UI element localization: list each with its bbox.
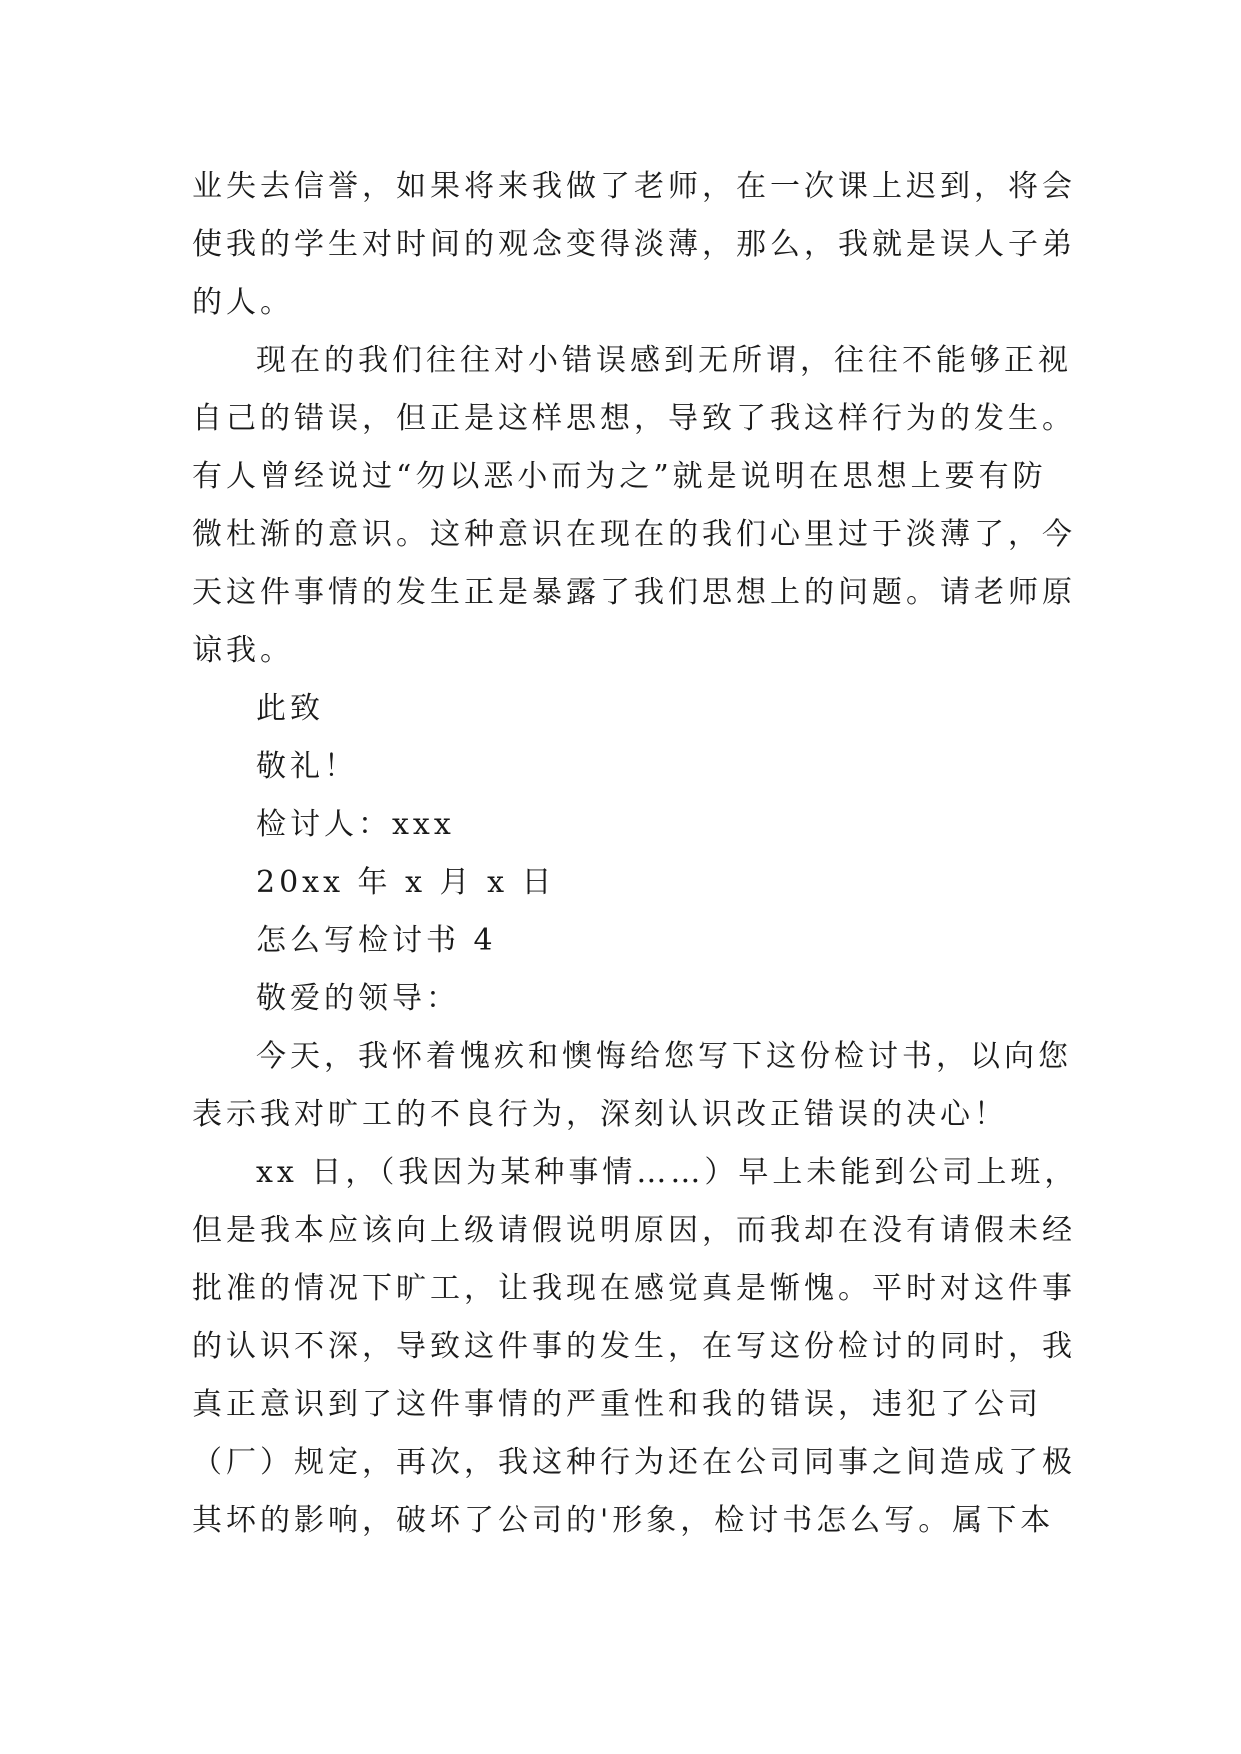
text-line: 自己的错误，但正是这样思想，导致了我这样行为的发生。 bbox=[192, 401, 1076, 436]
text-line: 的认识不深，导致这件事的发生，在写这份检讨的同时，我 bbox=[192, 1329, 1076, 1364]
text-line: 的人。 bbox=[192, 285, 294, 320]
closing-regards: 敬礼！ bbox=[256, 749, 358, 784]
text-line: 真正意识到了这件事情的严重性和我的错误，违犯了公司 bbox=[192, 1387, 1042, 1422]
document-body bbox=[192, 158, 1079, 1550]
date-line: 20xx 年 x 月 x 日 bbox=[256, 865, 556, 900]
section-heading: 怎么写检讨书 4 bbox=[256, 923, 497, 958]
text-line: 天这件事情的发生正是暴露了我们思想上的问题。请老师原 bbox=[192, 575, 1076, 610]
text-line: 批准的情况下旷工，让我现在感觉真是惭愧。平时对这件事 bbox=[192, 1271, 1076, 1306]
text-line: 今天，我怀着愧疚和懊悔给您写下这份检讨书，以向您 bbox=[256, 1039, 1072, 1074]
text-line: 业失去信誉，如果将来我做了老师，在一次课上迟到，将会 bbox=[192, 169, 1076, 204]
closing-salutation: 此致 bbox=[256, 691, 324, 726]
text-line: 现在的我们往往对小错误感到无所谓，往往不能够正视 bbox=[256, 343, 1072, 378]
text-line: 其坏的影响，破坏了公司的'形象，检讨书怎么写。属下本 bbox=[192, 1503, 1055, 1538]
text-line: xx 日，（我因为某种事情……）早上未能到公司上班， bbox=[256, 1155, 1079, 1190]
letter-greeting: 敬爱的领导： bbox=[256, 981, 460, 1016]
text-line: 使我的学生对时间的观念变得淡薄，那么，我就是误人子弟 bbox=[192, 227, 1076, 262]
text-line: 微杜渐的意识。这种意识在现在的我们心里过于淡薄了，今 bbox=[192, 517, 1076, 552]
text-line: 有人曾经说过“勿以恶小而为之”就是说明在思想上要有防 bbox=[192, 459, 1047, 494]
signature-line: 检讨人：xxx bbox=[256, 807, 455, 842]
text-line: 表示我对旷工的不良行为，深刻认识改正错误的决心！ bbox=[192, 1097, 1008, 1132]
text-line: 但是我本应该向上级请假说明原因，而我却在没有请假未经 bbox=[192, 1213, 1076, 1248]
text-line: （厂）规定，再次，我这种行为还在公司同事之间造成了极 bbox=[192, 1445, 1076, 1480]
text-line: 谅我。 bbox=[192, 633, 294, 668]
